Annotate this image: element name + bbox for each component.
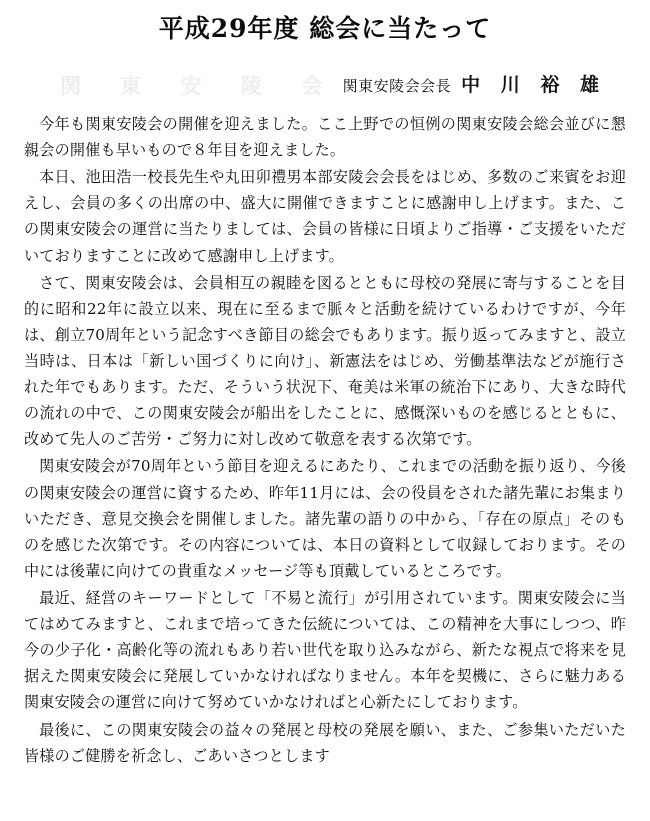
byline <box>0 70 650 97</box>
paragraph-5: 最近、経営のキーワードとして「不易と流行」が引用されています。関東安陵会に当てはめてみますと、これまで培ってきた伝統については、この精神を大事にしつつ、昨今の少子化・高齢化等の流れもあり若い世代を取り込みながら、新たな視点で将来を見据えた関東安陵会に発展していかなければなりません。本年を契機に、さらに魅力ある関東安陵会の運営に向けて努めていかなければと心新たにしております。 <box>24 588 626 712</box>
paragraph-2: 本日、池田浩一校長先生や丸田卯禮男本部安陵会会長をはじめ、多数のご来賓をお迎えし、会員の多くの出席の中、盛大に開催できますことに感謝申し上げます。また、この関東安陵会の運営に当たりましては、会員の皆様に日頃よりご指導・ご支援をいただいておりますことに改めて感謝申し上げます。 <box>24 168 626 265</box>
paragraph-3: さて、関東安陵会は、会員相互の親睦を図るとともに母校の発展に寄与することを目的に昭和22年に設立以来、現在に至るまで脈々と活動を続けているわけですが、今年は、創立70周年という記念すべき節目の総会でもあります。振り返ってみますと、設立当時は、日本は「新しい国づくりに向け」、新憲法をはじめ、労働基準法などが施行された年でもあります。ただ、そういう状況下、奄美は米軍の統治下にあり、大きな時代の流れの中で、この関東安陵会が船出をしたことに、感慨深いものを感じるとともに、改めて先人のご苦労・ご努力に対し改めて敬意を表する次第です。 <box>24 273 626 449</box>
paragraph-1: 今年も関東安陵会の開催を迎えました。ここ上野での恒例の関東安陵会総会並びに懇親会の開催も早いもので８年目を迎えました。 <box>24 115 626 160</box>
watermark-text: 関 東 安 陵 会 <box>60 73 339 98</box>
byline-name: 中 川 裕 雄 <box>461 74 606 96</box>
paragraph-6: 最後に、この関東安陵会の益々の発展と母校の発展を願い、また、ご参集いただいた皆様のご健勝を祈念し、ごあいさつとします <box>24 720 626 765</box>
paragraph-4: 関東安陵会が70周年という節目を迎えるにあたり、これまでの活動を振り返り、今後の関東安陵会の運営に資するため、昨年11月には、会の役員をされた諸先輩にお集まりいただき、意見交換会を開催しました。諸先輩の語りの中から、「存在の原点」そのものを感じた次第です。その内容については、本日の資料として収録しております。その中には後輩に向けての貴重なメッセージ等も頂戴しているところです。 <box>24 457 626 580</box>
page-title: 平成29年度 総会に当たって <box>158 14 492 43</box>
document-page <box>0 8 650 821</box>
byline-affiliation: 関東安陵会会長 <box>342 77 452 95</box>
body-text <box>0 111 650 769</box>
